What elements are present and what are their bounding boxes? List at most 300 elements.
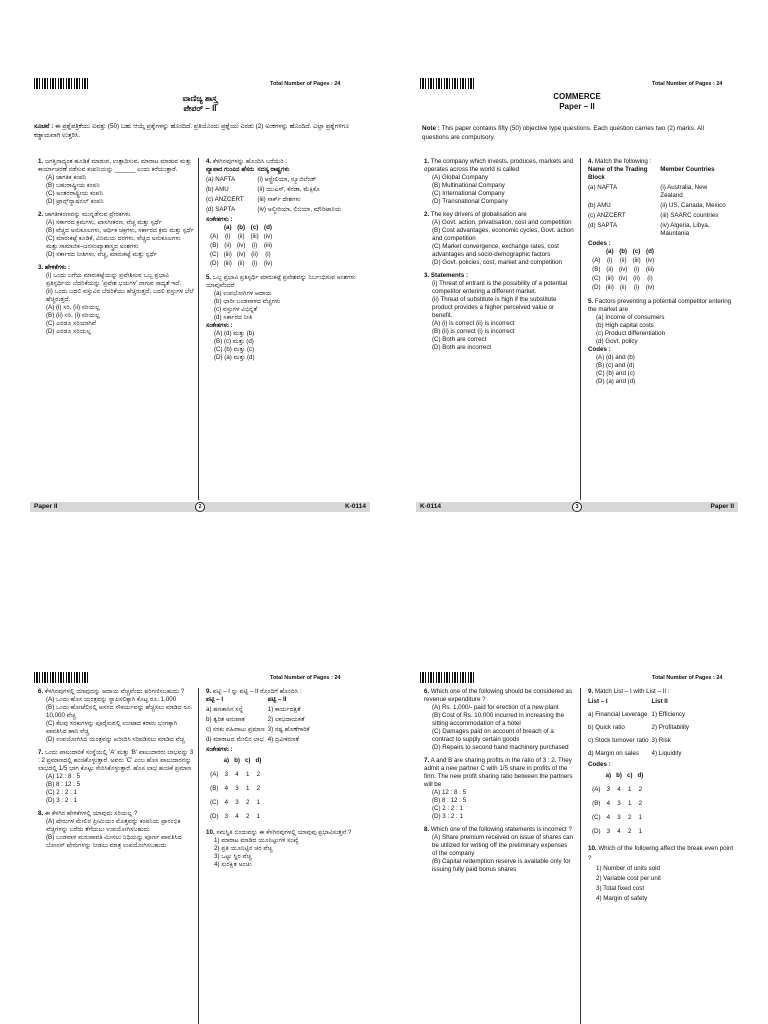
table-row — [588, 735, 692, 748]
question-7 — [38, 749, 194, 805]
code-cell: (iv) — [618, 266, 628, 273]
code-cell: 4 — [224, 799, 229, 806]
code-cell: (C) — [592, 814, 601, 821]
code-cell: (B) — [592, 266, 601, 273]
code-cell: (ii) — [619, 284, 627, 291]
question-2 — [424, 211, 574, 267]
codes-head: (d) — [264, 224, 272, 231]
codes-row — [592, 275, 659, 284]
list-2-item: 4) Liquidity — [651, 750, 682, 757]
code-cell: (iii) — [605, 275, 614, 282]
page-footer — [416, 502, 738, 512]
code-cell: (i) — [265, 251, 271, 258]
code-cell: (iii) — [223, 260, 232, 267]
codes-head: d) — [255, 757, 262, 764]
option-c: (C) 2 : 2 : 1 — [432, 805, 463, 812]
item-4: 4) ಸುರಕ್ಷಿತ ಅಂಚು — [214, 861, 252, 868]
question-5 — [588, 298, 734, 386]
codes-row — [210, 233, 277, 242]
option-b: (B) 8 : 12 : 5 — [46, 781, 81, 788]
option-d: (D) (a) ಮತ್ತು (d) — [214, 354, 255, 361]
codes-table — [592, 769, 648, 839]
list-2-item: (iv) Algeria, Libya, Mauritania — [660, 222, 710, 237]
code-cell: (iii) — [223, 251, 232, 258]
code-cell: (i) — [633, 284, 640, 291]
codes-row — [210, 768, 266, 782]
item-1: 1) Number of units sold — [596, 865, 660, 872]
list-1-item: a) Financial Leverage — [588, 711, 648, 718]
codes-row — [210, 251, 277, 260]
code-cell: (ii) — [237, 233, 245, 240]
total-pages: Total Number of Pages : 24 — [652, 675, 723, 681]
codes-head: (c) — [250, 224, 259, 231]
codes-head — [210, 224, 224, 233]
option-b: (B) Cost of Rs. 10,000 incurred in increasing the sitting accommodation of a hotel — [432, 712, 565, 727]
table-row — [206, 206, 345, 216]
codes-row — [210, 782, 266, 796]
codes-head: (d) — [646, 248, 654, 255]
option-b: (B) (c) ಮತ್ತು (d) — [214, 338, 254, 345]
code-cell: 4 — [617, 828, 621, 835]
list-1-item: d) ಮಾರಾಟದ ಮೇಲಿನ ಲಾಭ — [206, 736, 264, 743]
codes-row — [210, 796, 266, 810]
code-cell: 1 — [638, 828, 643, 835]
codes-head — [592, 769, 606, 783]
question-text: Which of the following affect the break even point ? — [588, 845, 734, 862]
code-cell: 3 — [224, 813, 229, 820]
table-row — [206, 736, 313, 746]
code-cell: (ii) — [619, 257, 627, 264]
codes-row — [592, 811, 648, 825]
table-row — [588, 212, 734, 222]
question-8 — [424, 826, 574, 874]
note-label: ಸೂಚನೆ : — [34, 123, 54, 130]
code-cell: (D) — [210, 260, 219, 267]
code-cell: (ii) — [237, 260, 245, 267]
codes-head: a) — [605, 772, 612, 779]
codes-row — [592, 284, 659, 293]
page-2-kannada — [30, 72, 370, 520]
option-b: (B) ಬಂಡವಾಳ ಮರುಪಾವತಿ ಮೀಸಲು ನಿಧಿಯನ್ನು ಪೂರ್ಣ ಪಾವತಿಸಿದ ಬೋನಸ್ ಷೇರುಗಳನ್ನು ನೀಡಲು ಮಾತ್ರ ಉಪಯೋಗಿಸಬಹುದು — [46, 834, 182, 849]
code-cell: 1 — [245, 771, 250, 778]
codes-head — [592, 248, 606, 257]
page-number: 2 — [195, 502, 205, 512]
list-1-header: ವ್ಯಾಪಾರ ಗುಂಪಿನ ಹೆಸರು — [206, 166, 255, 173]
option-b: (B) 8 : 12 : 5 — [432, 797, 467, 804]
codes-head: b) — [234, 757, 240, 764]
option-c: (C) ಅಂತರರಾಷ್ಟ್ರೀಯ ಕಂಪನಿ — [46, 190, 104, 197]
option-b: (B) ಬಹುರಾಷ್ಟ್ರೀಯ ಕಂಪನಿ — [46, 182, 100, 189]
question-text: Match List – I with List – II : — [594, 688, 670, 695]
right-column — [206, 158, 364, 367]
subject-title: COMMERCE — [553, 92, 601, 101]
option-a: (A) 12 : 8 : 5 — [46, 773, 81, 780]
question-1 — [424, 158, 574, 206]
question-number: 10. — [588, 845, 597, 852]
code-cell: 4 — [606, 814, 611, 821]
list-1-item: c) ಸರಕು ವಹಿವಾಟು ಪ್ರಮಾಣ — [206, 726, 265, 733]
code-cell: (iii) — [263, 242, 273, 249]
option-c: (C) ಎರಡೂ ಸರಿಯಾಗಿವೆ — [46, 320, 97, 327]
item-b: (b) ಭಾರೀ ಬಂಡವಾಳದ ವೆಚ್ಚಗಳು — [214, 298, 281, 305]
note-label: Note : — [422, 125, 440, 132]
table-row — [206, 726, 313, 736]
item-c: (c) Product differentiation — [596, 330, 666, 337]
codes-row — [592, 825, 648, 839]
codes-head: d) — [637, 772, 644, 779]
statement-i: (i) Threat of entrant is the possibility of a potential competitor entering a different market. — [432, 280, 568, 295]
codes-head: (a) — [605, 248, 614, 255]
codes-head — [210, 754, 224, 768]
code-cell: (B) — [592, 800, 601, 807]
left-column — [38, 688, 194, 855]
statement-i: (i) ಒಂದು ಬಗೆಯ ಮಾರುಕಟ್ಟೆಯನ್ನು ಪ್ರವೇಶಿಸುವ ಒಬ್ಬ ಪ್ರಭಾವಿ ಪ್ರತಿಸ್ಪರ್ಧಿಯ ಬೆದರಿಕೆಯನ್ನು 'ಪ್ರವೇಶ ಭಯಗಳ' ನಾಗುವ ಸಾಧ್ಯತೆ ಇದೆ. — [46, 272, 182, 287]
list-1-header: Name of the Trading Block — [588, 166, 648, 181]
code-cell: 3 — [617, 800, 621, 807]
code-cell: (B) — [210, 242, 219, 249]
code-cell: 2 — [256, 771, 261, 778]
list-1-item: b) ತ್ವರಿತ ಅನುಪಾತ — [206, 716, 245, 723]
list-2-header: ಸದಸ್ಯ ರಾಷ್ಟ್ರಗಳು — [257, 166, 290, 173]
question-number: 9. — [588, 688, 594, 695]
code-cell: (iii) — [645, 266, 655, 273]
code-cell: (i) — [633, 266, 640, 273]
code-cell: (iv) — [236, 251, 246, 258]
code-cell: 4 — [224, 785, 229, 792]
question-10 — [206, 829, 364, 869]
question-number: 3. — [38, 264, 44, 271]
list-1-item: (b) AMU — [206, 186, 229, 193]
code-cell: (ii) — [633, 275, 640, 282]
question-number: 5. — [588, 298, 594, 305]
code-cell: (B) — [210, 785, 219, 792]
codes-head: (b) — [237, 224, 246, 231]
code-cell: (iv) — [236, 242, 246, 249]
column-divider — [580, 158, 581, 500]
codes-head: c) — [244, 757, 251, 764]
codes-table — [210, 224, 277, 269]
code-cell: 1 — [256, 799, 261, 806]
option-d: (D) Repairs to second hand machinery purchased — [432, 744, 569, 751]
page-4-kannada — [30, 668, 370, 1024]
code-cell: 3 — [606, 828, 611, 835]
code-cell: (i) — [606, 257, 613, 264]
statement-ii: (ii) ಒಂದು ಬದಲಿ ವಸ್ತುವಿನ ಬೆದರಿಕೆಯು ಹೆಚ್ಚಿರುತ್ತದೆ, ಬದಲಿ ವಸ್ತುಗಳ ಬೆಲೆ ಹೆಚ್ಚಿರುತ್ತದೆ. — [46, 288, 194, 303]
barcode — [34, 78, 89, 89]
code-cell: (ii) — [224, 242, 232, 249]
question-text: Match the following : — [594, 158, 652, 165]
code-cell: (i) — [647, 275, 653, 282]
column-divider — [198, 688, 199, 1024]
page-5-english — [416, 668, 738, 1024]
question-number: 8. — [38, 810, 44, 817]
code-cell: (iii) — [250, 233, 259, 240]
list-2-header: List II — [651, 698, 668, 705]
codes-row — [592, 797, 648, 811]
option-b: (B) Multinational Company — [432, 182, 505, 189]
option-c: (C) 2 : 2 : 1 — [46, 789, 77, 796]
question-text: ಈ ಕೆಳಗಿನ ಹೇಳಿಕೆಗಳಲ್ಲಿ ಯಾವುದು ಸರಿಯಲ್ಲ ? — [44, 810, 138, 817]
codes-head: (a) — [223, 224, 232, 231]
option-a: (A) (i) is correct (ii) is incorrect — [432, 320, 515, 327]
code-cell: 2 — [627, 814, 632, 821]
list-1-item: (a) NAFTA — [206, 176, 236, 183]
question-text: ಪಟ್ಟಿ – I ನ್ನು ಪಟ್ಟಿ – II ರೊಂದಿಗೆ ಹೊಂದಿಸಿ : — [212, 688, 302, 695]
list-2-item: 1) Efficiency — [651, 711, 686, 718]
question-10 — [588, 844, 734, 904]
code-cell: (C) — [210, 251, 219, 258]
code-cell: (A) — [592, 257, 601, 264]
barcode — [34, 672, 89, 683]
code-cell: (A) — [210, 771, 219, 778]
codes-label: Codes : — [588, 761, 611, 768]
page-title — [130, 94, 270, 114]
question-9 — [588, 688, 734, 839]
option-b: (B) (ii) is correct (i) is incorrect — [432, 328, 515, 335]
codes-label: Codes : — [588, 240, 611, 247]
option-a: (A) Rs. 1,000/- paid for erection of a new plant — [432, 704, 559, 711]
code-cell: (iv) — [618, 275, 628, 282]
option-d: (D) (a) and (d) — [596, 378, 636, 385]
page-3-english — [416, 72, 738, 520]
list-1-item: (d) SAPTA — [206, 206, 236, 213]
code-cell: (ii) — [251, 251, 258, 258]
question-text: ಒಬ್ಬ ಪ್ರಭಾವಿ ಪ್ರತಿಸ್ಪರ್ಧಿ ಮಾರುಕಟ್ಟೆ ಪ್ರವೇಶವನ್ನು ನಿರ್ಬಂಧಿಸುವ ಅಂಶಗಳು ಯಾವುವೆಂದರೆ — [206, 274, 356, 289]
question-8 — [38, 810, 194, 850]
option-c: (C) (b) ಮತ್ತು (c) — [214, 346, 255, 353]
statement-ii: (ii) Threat of substitute is high if the substitute product provides a higher perceived value or benefit. — [432, 296, 557, 319]
question-1 — [38, 158, 194, 206]
table-row — [206, 706, 313, 716]
match-table — [588, 166, 734, 240]
footer-code: K-0114 — [345, 503, 366, 510]
option-b: (B) Cost advantages, economic cycles, Govt. action and competition — [432, 227, 574, 242]
code-cell: (D) — [210, 813, 219, 820]
question-2 — [38, 211, 194, 259]
code-cell: (C) — [592, 275, 601, 282]
code-cell: 3 — [606, 786, 611, 793]
question-4 — [206, 158, 364, 269]
code-cell: 2 — [638, 786, 643, 793]
code-cell: 2 — [627, 828, 632, 835]
question-number: 10. — [206, 829, 215, 836]
code-cell: 3 — [617, 814, 621, 821]
question-3 — [38, 264, 194, 336]
code-cell: 2 — [256, 785, 261, 792]
code-cell: 3 — [224, 771, 229, 778]
left-column — [424, 158, 574, 357]
question-number: 1. — [38, 158, 44, 165]
option-d: (D) Govt. policies, cost, market and competition — [432, 259, 562, 266]
right-column — [206, 688, 364, 874]
question-number: 8. — [424, 826, 430, 833]
code-cell: 1 — [256, 813, 261, 820]
list-2-item: 3) Risk — [651, 737, 671, 744]
right-column — [588, 688, 734, 909]
code-cell: (D) — [592, 284, 601, 291]
question-text: Which one of the following should be considered as revenue expenditure ? — [424, 688, 572, 703]
option-a: (A) ಒಂದು ಹೊಸ ಯಂತ್ರವನ್ನು ಸ್ಥಾಪಿಸಲಿಕ್ಕಾಗಿ ಕೊಟ್ಟ ರೂ. 1,000 — [46, 696, 177, 703]
item-2: 2) ಪ್ರತಿ ಯೂನಿಟ್ಟಿನ ಚರ ವೆಚ್ಚ — [214, 845, 273, 852]
match-table — [206, 166, 345, 216]
item-c: (c) ವಸ್ತುಗಳ ವಿಭಿನ್ನತೆ — [214, 306, 258, 313]
instructions — [34, 122, 364, 140]
instructions — [422, 124, 732, 142]
note-text: ಈ ಪ್ರಶ್ನೆಪತ್ರಿಕೆಯು ಐವತ್ತು (50) ಬಹು ಆಯ್ಕೆ ಪ್ರಶ್ನೆಗಳನ್ನು ಹೊಂದಿದೆ. ಪ್ರತಿಯೊಂದು ಪ್ರಶ್ನೆಯು ಎರಡು (2) ಅಂಕಗಳನ್ನು ಹೊಂದಿದೆ. ಎಲ್ಲಾ ಪ್ರಶ್ನೆಗಳಿಗೂ ಕಡ್ಡಾಯವಾಗಿ ಉತ್ತರಿಸಿ. — [34, 123, 350, 139]
code-cell: 4 — [235, 813, 239, 820]
list-1-item: (d) SAPTA — [588, 222, 618, 229]
subject-title: ವಾಣಿಜ್ಯ ಶಾಸ್ತ್ರ — [182, 94, 218, 103]
table-row — [206, 716, 313, 726]
option-a: (A) Govt. action, privatisation, cost and competition — [432, 219, 572, 226]
code-cell: (i) — [251, 260, 258, 267]
code-cell: (iv) — [263, 233, 273, 240]
paper-title: ಪೇಪರ್ – II — [183, 104, 217, 113]
option-c: (C) Both are correct — [432, 336, 487, 343]
question-number: 9. — [206, 688, 212, 695]
item-a: (a) ಉಪಭೋಗಿಗಳ ಆದಾಯ — [214, 290, 272, 297]
list-1-item: (a) NAFTA — [588, 184, 618, 191]
code-cell: 1 — [627, 800, 632, 807]
list-1-item: (b) AMU — [588, 202, 611, 209]
code-cell: (A) — [210, 233, 219, 240]
list-1-item: b) Quick ratio — [588, 724, 625, 731]
left-column — [38, 158, 194, 341]
codes-head: (c) — [632, 248, 641, 255]
codes-row — [592, 266, 659, 275]
question-text: Factors preventing a potential competitor entering the market are — [588, 298, 732, 313]
option-a: (A) ಷೇರುಗಳ ಮೇಲಿನ ಪ್ರೀಮಿಯಂ ಮೊತ್ತವನ್ನು ಕಂಪನಿಯ ಪ್ರಾರಂಭಿಕ ವೆಚ್ಚಗಳನ್ನು ಬರೆದು ತೆಗೆಯಲು ಉಪಯೋಗಿಸಬಹುದು — [46, 818, 181, 833]
code-cell: 2 — [245, 799, 250, 806]
item-d: (d) ಸರ್ಕಾರದ ನೀತಿ — [214, 314, 253, 321]
item-3: 3) Total fixed cost — [596, 885, 645, 892]
option-a: (A) 12 : 8 : 5 — [432, 789, 467, 796]
code-cell: 4 — [235, 771, 239, 778]
list-2-header: ಪಟ್ಟಿ – II — [267, 696, 287, 703]
match-table — [588, 696, 692, 761]
code-cell: (D) — [592, 828, 601, 835]
code-cell: 4 — [617, 786, 621, 793]
code-cell: 2 — [638, 800, 643, 807]
item-a: (a) Income of consumers — [596, 314, 665, 321]
option-c: (C) (b) and (c) — [596, 370, 635, 377]
question-text: Which one of the following statements is incorrect ? — [430, 826, 572, 833]
question-number: 4. — [588, 158, 594, 165]
table-row — [588, 709, 692, 722]
code-cell: 4 — [606, 800, 611, 807]
page-footer — [30, 502, 370, 512]
right-column — [588, 158, 734, 391]
item-3: 3) ಒಟ್ಟು ಸ್ಥಿರ ವೆಚ್ಚ — [214, 853, 252, 860]
question-text: The key drivers of globalisation are — [430, 211, 527, 218]
codes-label: Codes : — [588, 346, 611, 353]
page-number: 3 — [572, 502, 582, 512]
item-d: (d) Govt. policy — [596, 338, 638, 345]
table-row — [588, 748, 692, 761]
list-1-item: a) ಹಣಕಾಸಿನ ಸನ್ನೆ — [206, 706, 244, 713]
option-a: (A) (i) ಸರಿ, (ii) ಸರಿಯಲ್ಲ — [46, 304, 100, 311]
question-text: ಹೇಳಿಕೆಗಳು : — [44, 264, 71, 271]
question-text: ಕೆಳಗಿನವುಗಳನ್ನು ಹೊಂದಿಸಿ ಬರೆಯಿರಿ : — [212, 158, 288, 165]
codes-head: a) — [223, 757, 230, 764]
question-6 — [424, 688, 574, 752]
option-b: (B) ವೆಚ್ಚದ ಅನುಕೂಲಗಳು, ಆರ್ಥಿಕ ಚಕ್ರಗಳು, ಸರ್ಕಾರದ ಕ್ರಮ ಮತ್ತು ಸ್ಪರ್ಧೆ — [46, 227, 194, 234]
item-4: 4) Margin of safety — [596, 895, 648, 902]
list-1-item: d) Margin on sales — [588, 750, 639, 757]
code-cell: 1 — [627, 786, 632, 793]
list-2-item: 2) Profitability — [651, 724, 690, 731]
question-number: 5. — [206, 274, 212, 281]
question-text: A and B are sharing profits in the ratio of 3 : 2. They admit a new partner C with 1/5 share in profits of the firm. The new profit sharing ratio between the partners will be — [424, 757, 573, 788]
option-a: (A) Global Company — [432, 174, 489, 181]
list-1-header: List – I — [588, 698, 608, 705]
option-d: (D) ಉಪಯೋಗಿಸಿದ ಯಂತ್ರವನ್ನು ಖರೀದಿಸಿ ಸರಿಪಡಿಸಲು ಮಾಡಿದ ವೆಚ್ಚ — [46, 736, 185, 743]
code-cell: (iii) — [632, 257, 641, 264]
question-3 — [424, 272, 574, 352]
total-pages: Total Number of Pages : 24 — [652, 81, 723, 87]
question-number: 6. — [38, 688, 44, 695]
question-number: 6. — [424, 688, 430, 695]
table-row — [206, 186, 345, 196]
codes-row — [210, 810, 266, 824]
list-1-item: (c) ANZCERT — [588, 212, 626, 219]
list-2-header: Member Countries — [660, 166, 715, 173]
option-d: (D) ಸರ್ಕಾರದ ನೀತಿಗಳು, ವೆಚ್ಚ, ಮಾರುಕಟ್ಟೆ ಮತ್ತು ಸ್ಪರ್ಧೆ — [46, 251, 158, 258]
code-cell: (i) — [251, 242, 258, 249]
question-text: ಒಂದು ಪಾಲುದಾರಿಕೆ ಸಂಸ್ಥೆಯಲ್ಲಿ 'A' ಮತ್ತು 'B' ಪಾಲುದಾರರು ಲಾಭವನ್ನು 3 : 2 ಪ್ರಮಾಣದಲ್ಲಿ ಹಂಚಿಕೊಳ್ಳುತ್ತಾರೆ. ಅವರು 'C' ಎಂಬ ಹೊಸ ಪಾಲುದಾರನನ್ನು ಲಾಭದಲ್ಲಿ 1/5 ಭಾಗ ಕೊಟ್ಟು ಸೇರಿಸಿಕೊಳ್ಳುತ್ತಾರೆ. ಹೊಸ ಲಾಭ ಹಂಚಿಕೆ ಪ್ರಮಾಣ — [38, 749, 194, 772]
option-c: (C) ಕೆಲವು ಸರಕುಗಳನ್ನು ಪೂರೈಸುವಲ್ಲಿ ಉಂಟಾದ ಕರಾರು ಭಂಗಕ್ಕಾಗಿ ಪಾವತಿಸಿದ ಹಾನಿ ವೆಚ್ಚ — [46, 720, 178, 735]
question-6 — [38, 688, 194, 744]
question-text: ಜಾಗತೀಕರಣವನ್ನು ಮುನ್ನಡೆಸುವ ಪ್ರೇರಕಗಳು — [44, 211, 131, 218]
option-d: (D) 3 : 2 : 1 — [46, 797, 77, 804]
list-2-item: (ii) US, Canada, Mexico — [660, 202, 726, 209]
codes-label: ಸಂಕೇತಗಳು : — [206, 746, 233, 753]
option-d: (D) 3 : 2 : 1 — [432, 813, 463, 820]
option-b: (B) (ii) ಸರಿ, (i) ಸರಿಯಲ್ಲ — [46, 312, 100, 319]
question-9 — [206, 688, 364, 824]
item-b: (b) High capital costs — [596, 322, 654, 329]
list-2-item: 1) ಕಾರ್ಯದಕ್ಷತೆ — [267, 706, 301, 713]
table-row — [588, 184, 734, 202]
item-1: 1) ಮಾರಾಟ ಮಾಡಿದ ಯೂನಿಟ್ಟುಗಳ ಸಂಖ್ಯೆ — [214, 837, 299, 844]
list-2-item: (ii) ಯುಎಸ್, ಕೆನಡಾ, ಮೆಕ್ಸಿಕೊ — [257, 186, 320, 193]
question-text: ಕೆಳಗಿನವುಗಳಲ್ಲಿ ಯಾವುದನ್ನು ಆದಾಯ ವೆಚ್ಚವೆಂದು ಪರಿಗಣಿಸಬಹುದು ? — [44, 688, 185, 695]
code-cell: 2 — [245, 813, 250, 820]
option-d: (D) ಎರಡೂ ಸರಿಯಲ್ಲ — [46, 328, 92, 335]
option-b: (B) ಒಂದು ಹೋಟೆಲಿನಲ್ಲಿ ಆಸನದ ಸೌಕರ್ಯವನ್ನು ಹೆಚ್ಚಿಸಲು ಮಾಡಿದ ರೂ. 10,000 ವೆಚ್ಚ — [46, 704, 193, 719]
code-cell: 1 — [638, 814, 643, 821]
option-d: (D) Both are incorrect — [432, 344, 492, 351]
code-cell: (i) — [224, 233, 231, 240]
total-pages: Total Number of Pages : 24 — [270, 675, 341, 681]
option-a: (A) (d) ಮತ್ತು (b) — [214, 330, 255, 337]
question-text: The company which invests, produces, markets and operates across the world is called — [424, 158, 574, 173]
option-c: (C) ಮಾರುಕಟ್ಟೆ ಕೂಡಿಕೆ, ವಿನಿಮಯ ದರಗಳು, ವೆಚ್ಚದ ಅನುಕೂಲಗಳು ಮತ್ತು ಸಾಮಾಜಿಕ–ಜನಸಂಖ್ಯಾಶಾಸ್ತ್ರದ ಅಂಶಗಳು — [46, 235, 181, 250]
question-text: Statements : — [430, 272, 469, 279]
codes-row — [592, 783, 648, 797]
list-2-item: (iii) SAARC countries — [660, 212, 719, 219]
codes-label: ಸಂಕೇತಗಳು : — [206, 216, 233, 223]
list-2-item: (i) Australia, New Zealand — [660, 184, 708, 199]
codes-row — [592, 257, 659, 266]
code-cell: (iv) — [645, 284, 655, 291]
code-cell: 1 — [245, 785, 250, 792]
code-cell: (iii) — [605, 284, 614, 291]
list-1-item: (c) ANZCERT — [206, 196, 244, 203]
option-a: (A) ಜಾಗತಿಕ ಕಂಪನಿ — [46, 174, 87, 181]
option-d: (D) Transnational Company — [432, 198, 508, 205]
option-b: (B) (c) and (d) — [596, 362, 635, 369]
